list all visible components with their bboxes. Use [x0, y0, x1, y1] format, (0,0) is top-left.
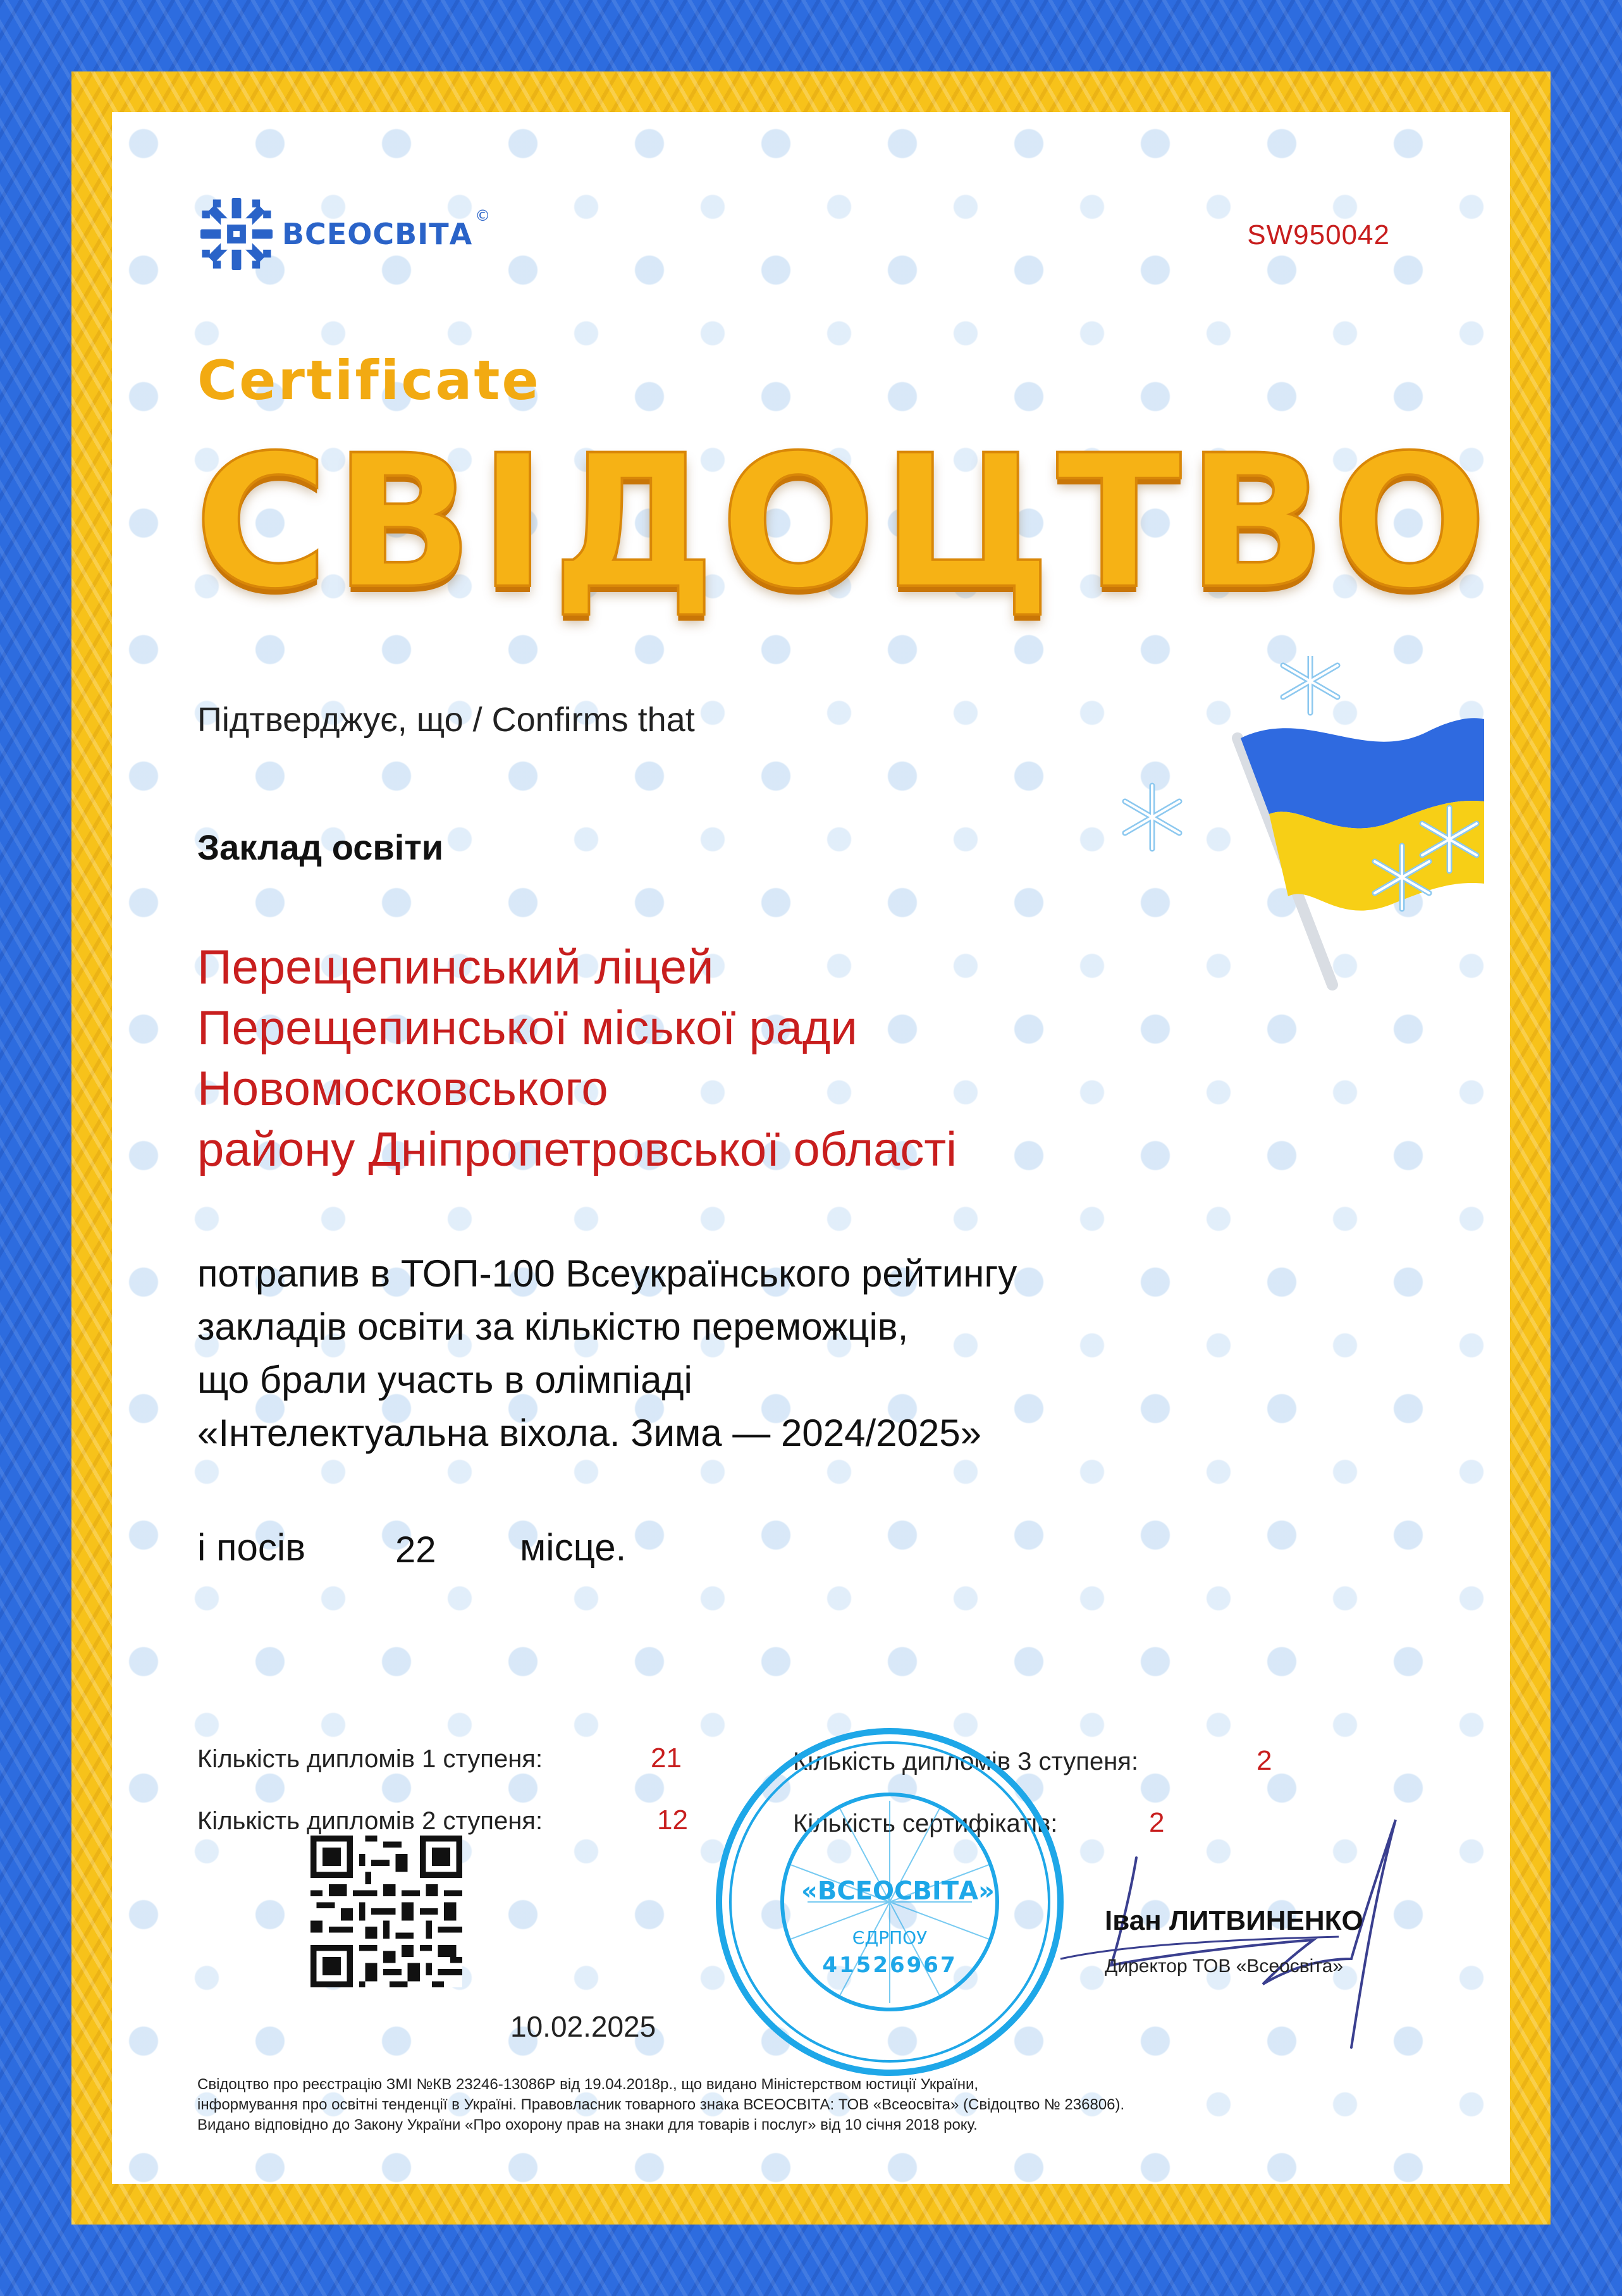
legal-text: [197, 2075, 1430, 2135]
stamp-code-label: ЄДРПОУ: [852, 1927, 928, 1948]
title-en: Certificate: [197, 349, 541, 412]
confirms-text: Підтверджує, що / Confirms that: [197, 701, 695, 739]
achievement-line: що брали участь в олімпіаді: [197, 1359, 692, 1401]
stat-diplomas-2-value: 12: [657, 1805, 688, 1836]
brand-logo: [197, 193, 490, 275]
place-value: 22: [395, 1529, 436, 1571]
brand-copyright: ©: [475, 207, 491, 225]
stat-diplomas-2-label: Кількість дипломів 2 ступеня:: [197, 1807, 543, 1835]
achievement-line: потрапив в ТОП-100 Всеукраїнського рейтингу: [197, 1252, 1017, 1295]
achievement-text: [197, 1247, 1462, 1460]
institution-name-line: Новомосковського: [197, 1062, 608, 1116]
stat-certificates-value: 2: [1149, 1807, 1165, 1838]
stat-diplomas-3-value: 2: [1256, 1745, 1272, 1776]
achievement-line: «Інтелектуальна віхола. Зима — 2024/2025»: [197, 1412, 981, 1454]
place-suffix: місце.: [520, 1526, 627, 1569]
place-prefix: і посів: [197, 1526, 306, 1569]
serial-number: SW950042: [1247, 219, 1390, 250]
legal-line: Видано відповідно до Закону України «Про охорону прав на знаки для товарів і послуг» від 10 січня 2018 року.: [197, 2116, 978, 2133]
director-title: Директор ТОВ «Всеосвіта»: [1105, 1956, 1344, 1977]
title-ua: СВІДОЦТВО: [194, 416, 1493, 629]
institution-name-line: Перещепинської міської ради: [197, 1001, 857, 1055]
qr-code-icon: [310, 1836, 462, 1987]
certificate-paper: [112, 112, 1510, 2184]
institution-name-line: Перещепинський ліцей: [197, 941, 714, 994]
legal-line: інформування про освітні тенденції в Україні. Правовласник товарного знака ВСЕОСВІТА: ТОВ «Всеосвіта» (Свідоцтво № 236806).: [197, 2096, 1125, 2113]
official-stamp: [713, 1725, 1067, 2079]
achievement-line: закладів освіти за кількістю переможців,: [197, 1305, 909, 1348]
director-name: Іван ЛИТВИНЕНКО: [1105, 1905, 1363, 1936]
stamp-code: 41526967: [822, 1953, 957, 1978]
brand-name: ВСЕОСВІТА: [282, 217, 473, 251]
institution-label: Заклад освіти: [197, 827, 444, 867]
stat-diplomas-1-value: 21: [651, 1743, 682, 1774]
institution-name: [197, 937, 1399, 1180]
stamp-center-text: «ВСЕОСВІТА»: [801, 1877, 995, 1906]
stat-certificates-label: Кількість сертифікатів:: [793, 1810, 1058, 1837]
stat-diplomas-3-label: Кількість дипломів 3 ступеня:: [793, 1748, 1139, 1775]
institution-name-line: району Дніпропетровської області: [197, 1123, 957, 1176]
legal-line: Свідоцтво про реєстрацію ЗМІ №КВ 23246-13086Р від 19.04.2018р., що видано Міністерством юстиції України,: [197, 2076, 979, 2093]
stat-diplomas-1-label: Кількість дипломів 1 ступеня:: [197, 1745, 543, 1773]
issue-date: 10.02.2025: [510, 2010, 656, 2043]
snowflake-logo-icon: [197, 195, 276, 273]
